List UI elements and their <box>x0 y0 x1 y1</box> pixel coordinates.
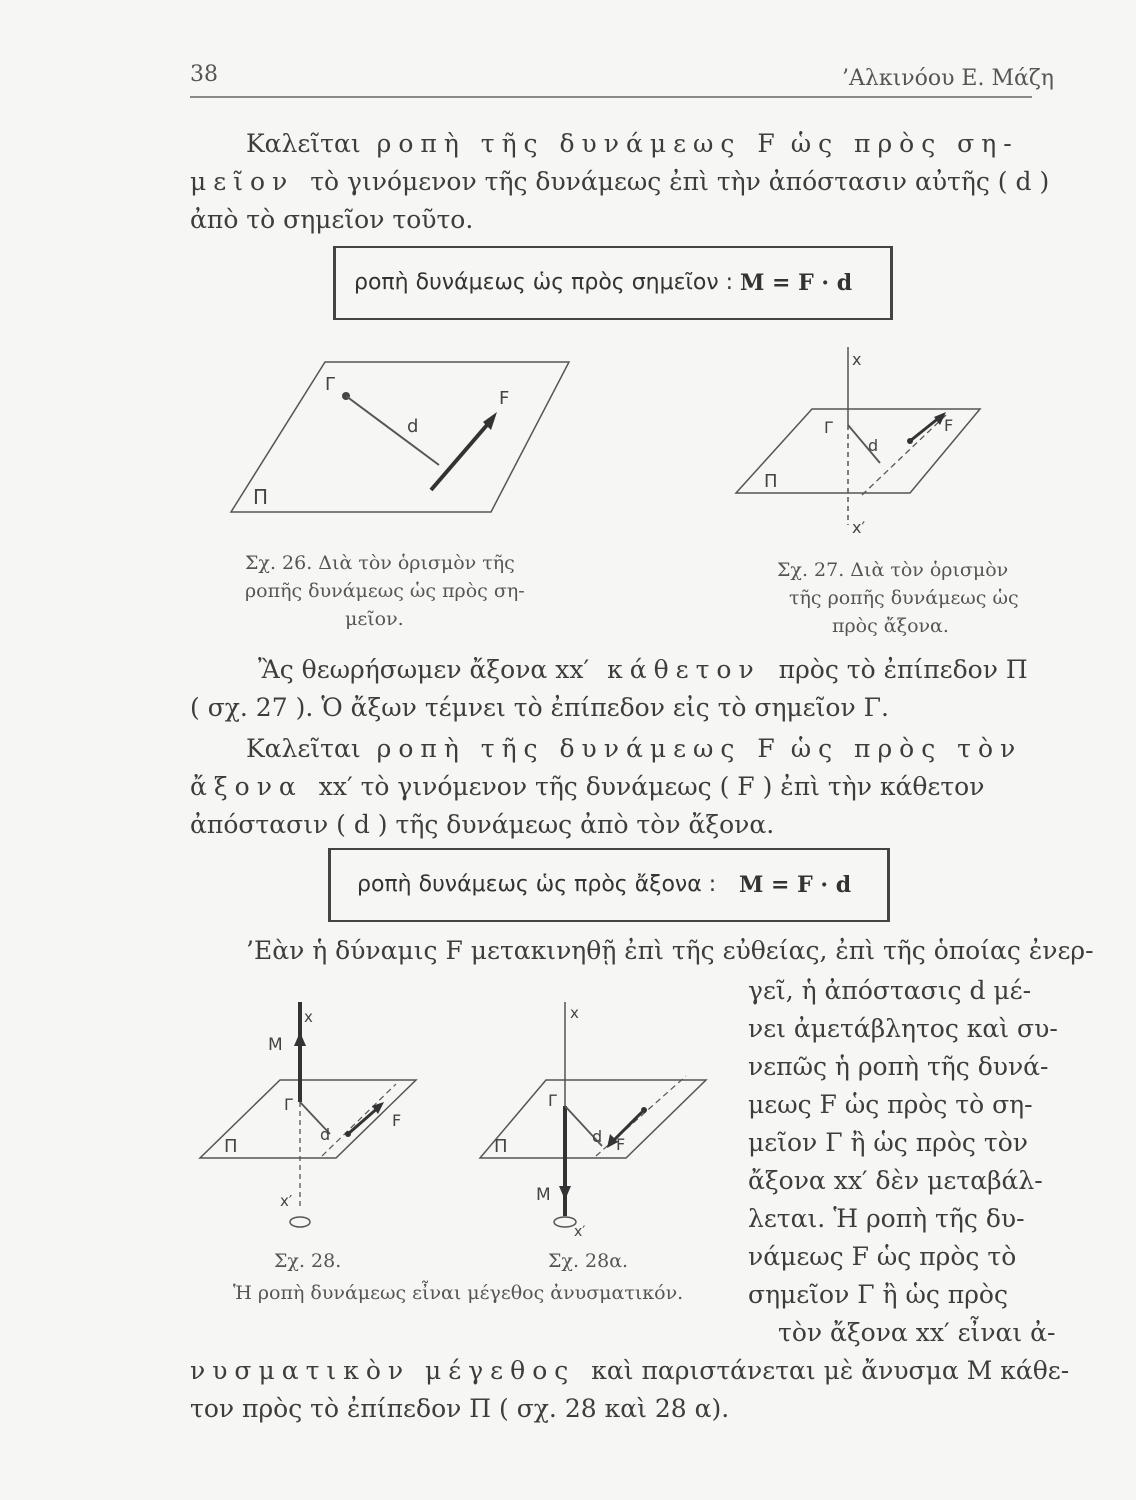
text: Καλεῖται <box>246 734 361 763</box>
fig28-common-caption: Ἡ ροπὴ δυνάμεως εἶναι μέγεθος ἀνυσματικόν. <box>233 1282 684 1304</box>
text-spaced: νυσματικὸν μέγεθος <box>190 1356 576 1385</box>
text-spaced: ὡς πρὸς τὸν <box>790 734 1023 763</box>
figure-28 <box>196 1000 426 1240</box>
para1-line1 <box>246 128 1019 160</box>
fig28a-label-axis-top: x <box>570 1004 579 1022</box>
fig28a-label-axis-bottom: x′ <box>574 1224 586 1240</box>
fig28a-label-force: F <box>616 1135 626 1154</box>
fig27-label-axis-bottom: x′ <box>852 518 866 537</box>
text: F <box>757 129 775 158</box>
fig27-label-plane: Π <box>764 471 778 492</box>
fig27-caption-3: πρὸς ἄξονα. <box>832 615 949 637</box>
figure-26 <box>225 360 585 520</box>
fig28-label-plane: Π <box>224 1136 238 1157</box>
text: F <box>757 734 775 763</box>
formula-label: ροπὴ δυνάμεως ὡς πρὸς σημεῖον : <box>354 270 734 295</box>
moment-arrowhead <box>559 1186 571 1200</box>
text: τὸ γινόμενον τῆς δυνάμεως ἐπὶ τὴν ἀπόστασιν αὐτῆς ( d ) <box>310 167 1050 196</box>
text-spaced: ροπὴ τῆς δυνάμεως <box>376 734 742 763</box>
figure-28a <box>476 1000 706 1240</box>
para3-line1 <box>246 733 1022 765</box>
para4-side-1: γεῖ, ἡ ἀπόστασις d μέ- <box>748 976 1032 1005</box>
text-spaced: κάθετον <box>607 655 761 684</box>
para4-side-2: νει ἀμετάβλητος καὶ συ- <box>748 1014 1058 1043</box>
fig28-label-distance: d <box>320 1125 331 1144</box>
formula-label: ροπὴ δυνάμεως ὡς πρὸς ἄξονα : <box>357 872 717 897</box>
fig28a-label-plane: Π <box>494 1136 508 1157</box>
force-origin <box>345 1131 351 1137</box>
para4-side-4: μεως F ὡς πρὸς τὸ ση- <box>748 1090 1033 1119</box>
force-origin <box>907 438 913 444</box>
para4-last-3: τον πρὸς τὸ ἐπίπεδον Π ( σχ. 28 καὶ 28 α). <box>190 1394 730 1423</box>
header-rule <box>190 96 1032 98</box>
fig27-label-force: F <box>944 416 954 435</box>
rotation-symbol <box>554 1217 576 1227</box>
fig28-caption: Σχ. 28. <box>274 1250 342 1272</box>
para4-side-3: νεπῶς ἡ ροπὴ τῆς δυνά- <box>748 1052 1049 1081</box>
formula-box-point <box>333 246 893 320</box>
formula-expression: M = F · d <box>740 270 853 296</box>
figure-27 <box>730 345 990 535</box>
para3-line3: ἀπόστασιν ( d ) τῆς δυνάμεως ἀπὸ τὸν ἄξονα. <box>190 810 775 839</box>
fig27-label-point: Γ <box>824 418 833 437</box>
text: xx′ τὸ γινόμενον τῆς δυνάμεως ( F ) ἐπὶ τὴν κάθετον <box>318 772 985 801</box>
distance-segment <box>346 396 439 465</box>
fig26-label-point: Γ <box>325 374 336 395</box>
text-spaced: ὡς πρὸς ση- <box>790 129 1019 158</box>
para4-side-5: μεῖον Γ ἢ ὡς πρὸς τὸν <box>748 1128 1028 1157</box>
page-number: 38 <box>190 62 218 87</box>
fig27-label-distance: d <box>868 436 879 455</box>
plane-outline <box>480 1080 706 1158</box>
rotation-symbol <box>290 1217 310 1227</box>
formula-expression: M = F · d <box>739 872 852 898</box>
formula-box-axis <box>328 848 890 922</box>
para3-line2 <box>190 771 984 803</box>
fig26-caption-1: Σχ. 26. Διὰ τὸν ὁρισμὸν τῆς <box>245 552 515 574</box>
fig28a-label-moment: M <box>536 1185 551 1205</box>
fig26-caption-2: ροπῆς δυνάμεως ὡς πρὸς ση- <box>245 580 525 602</box>
para4-side-6: ἄξονα xx′ δὲν μεταβάλ- <box>748 1166 1043 1195</box>
para2-line2: ( σχ. 27 ). Ὁ ἄξων τέμνει τὸ ἐπίπεδον εἰς τὸ σημεῖον Γ. <box>190 693 889 722</box>
text-spaced: μεῖον <box>190 167 295 196</box>
fig28-label-moment: M <box>268 1035 283 1055</box>
fig28a-label-point: Γ <box>548 1091 557 1110</box>
text-spaced: ροπὴ τῆς δυνάμεως <box>376 129 742 158</box>
fig28-label-axis-bottom: x′ <box>280 1192 293 1210</box>
para1-line2 <box>190 166 1049 198</box>
text: πρὸς τὸ ἐπίπεδον Π <box>778 655 1028 684</box>
fig28-label-force: F <box>392 1111 402 1130</box>
fig28a-label-distance: d <box>592 1127 603 1146</box>
fig27-caption-2: τῆς ροπῆς δυνάμεως ὡς <box>789 587 1019 609</box>
fig28-label-axis-top: x <box>304 1008 313 1026</box>
moment-arrowhead <box>294 1032 306 1046</box>
fig28a-caption: Σχ. 28α. <box>548 1250 629 1272</box>
text: καὶ παριστάνεται μὲ ἄνυσμα M κάθε- <box>591 1356 1070 1385</box>
para2-line1 <box>258 654 1028 686</box>
line-of-action <box>862 415 946 495</box>
para4-last-1: τὸν ἄξονα xx′ εἶναι ἀ- <box>778 1318 1056 1347</box>
para4-side-8: νάμεως F ὡς πρὸς τὸ <box>748 1242 1017 1271</box>
para1-line3: ἀπὸ τὸ σημεῖον τοῦτο. <box>190 205 474 234</box>
para4-side-9: σημεῖον Γ ἢ ὡς πρὸς <box>748 1280 1008 1309</box>
fig26-caption-3: μεῖον. <box>345 608 404 630</box>
para4-side-7: λεται. Ἡ ροπὴ τῆς δυ- <box>748 1204 1025 1233</box>
fig26-label-distance: d <box>407 416 419 437</box>
line-of-action <box>322 1084 396 1156</box>
fig27-caption-1: Σχ. 27. Διὰ τὸν ὁρισμὸν <box>777 559 1009 581</box>
fig26-label-plane: Π <box>253 485 269 509</box>
force-line <box>910 417 940 441</box>
fig28-label-point: Γ <box>284 1095 293 1114</box>
para4-line1: ’Εὰν ἡ δύναμις F μετακινηθῇ ἐπὶ τῆς εὐθείας, ἐπὶ τῆς ὁποίας ἐνερ- <box>246 936 1094 965</box>
fig26-label-force: F <box>499 388 510 409</box>
fig27-label-axis-top: x <box>852 350 862 369</box>
text: Καλεῖται <box>246 129 361 158</box>
force-origin <box>641 1107 647 1113</box>
para4-last-2 <box>190 1355 1069 1387</box>
running-title: ’Αλκινόου Ε. Μάζη <box>842 66 1054 91</box>
text: Ἂς θεωρήσωμεν ἄξονα xx′ <box>258 655 590 684</box>
force-line <box>431 418 493 490</box>
text-spaced: ἄξονα <box>190 772 303 801</box>
